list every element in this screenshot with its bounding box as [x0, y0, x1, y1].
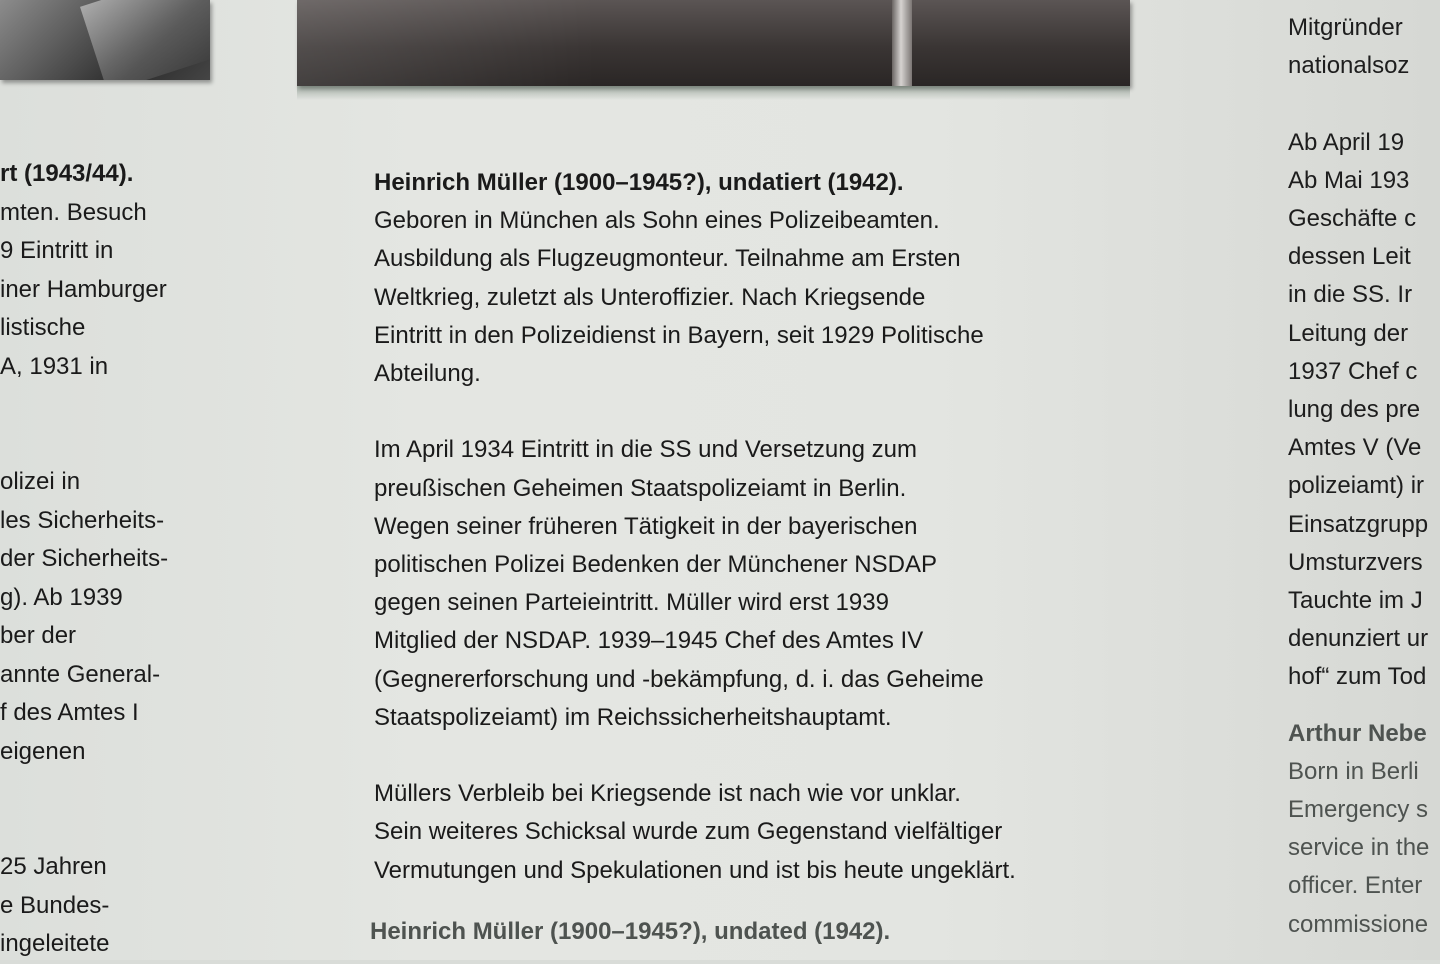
right-line: Leitung der [1288, 319, 1409, 347]
left-line: ber der [0, 622, 77, 649]
left-line: eigenen [0, 737, 86, 765]
left-line: rt (1943/44). [0, 160, 134, 187]
right-line: polizeiamt) ir [1288, 472, 1425, 500]
right-line: Tauchte im J [1288, 587, 1423, 615]
left-line: mten. Besuch [0, 198, 147, 226]
right-line: Ab April 19 [1288, 128, 1405, 156]
left-line: f des Amtes I [0, 699, 139, 726]
paragraph-line: Eintritt in den Polizeidienst in Bayern, seit 1929 Politische [374, 321, 984, 349]
right-line-english: officer. Enter [1288, 872, 1423, 900]
paragraph-birth-career [374, 202, 1016, 393]
left-line: iner Hamburger [0, 275, 167, 303]
left-line: ingeleitete [0, 930, 110, 957]
paragraph-line: Staatspolizeiamt) im Reichssicherheitshauptamt. [374, 703, 892, 731]
right-line: Mitgründer [1288, 14, 1403, 41]
right-line: Umsturzvers [1288, 548, 1423, 576]
right-title-english: Arthur Nebe [1288, 719, 1427, 747]
paragraph-line: Im April 1934 Eintritt in die SS und Versetzung zum [374, 436, 917, 464]
paragraph-fate [374, 775, 1016, 890]
left-line: A, 1931 in [0, 352, 109, 380]
left-line: 9 Eintritt in [0, 237, 114, 264]
photo-left [0, 0, 210, 80]
right-line-english: commissione [1288, 910, 1429, 938]
left-line: e Bundes- [0, 891, 110, 919]
left-line: der Sicherheits- [0, 545, 169, 572]
right-line: hof“ zum Tod [1288, 663, 1427, 691]
right-line-english: service in the [1288, 834, 1430, 862]
left-line [0, 810, 168, 849]
right-line: 1937 Chef c [1288, 357, 1418, 385]
right-line: Geschäfte c [1288, 205, 1417, 233]
paragraph-line: Abteilung. [374, 360, 481, 388]
right-line-english: Emergency s [1288, 796, 1429, 824]
paragraph-line: Vermutungen und Spekulationen und ist bis heute ungeklärt. [374, 856, 1016, 884]
photo-shade [297, 0, 597, 86]
paragraph-line: Wegen seiner früheren Tätigkeit in der bayerischen [374, 512, 918, 540]
paragraph-line: Mitglied der NSDAP. 1939–1945 Chef des Amtes IV [374, 627, 924, 655]
paragraph-line: Müllers Verbleib bei Kriegsende ist nach wie vor unklar. [374, 780, 961, 808]
left-line: 25 Jahren [0, 853, 107, 880]
left-line: listische [0, 314, 86, 341]
main-column-text [374, 164, 1016, 890]
right-column-text [1288, 9, 1429, 944]
paragraph-spacer [1288, 697, 1429, 715]
paragraph-line: Sein weiteres Schicksal wurde zum Gegenstand vielfältiger [374, 818, 1003, 846]
paragraph-line: Geboren in München als Sohn eines Polizeibeamten. [374, 207, 940, 235]
right-line: nationalsoz [1288, 52, 1410, 80]
photo-heinrich-mueller [297, 0, 1130, 86]
left-line: olizei in [0, 468, 81, 495]
paragraph-line: Weltkrieg, zuletzt als Unteroffizier. Nach Kriegsende [374, 283, 926, 311]
photo-tie-highlight [892, 0, 912, 86]
left-line [0, 771, 168, 810]
biography-title: Heinrich Müller (1900–1945?), undatiert (1942). [374, 169, 904, 196]
paragraph-line: Ausbildung als Flugzeugmonteur. Teilnahme am Ersten [374, 245, 961, 273]
photo-shadow [297, 86, 1130, 100]
right-line: in die SS. Ir [1288, 281, 1413, 309]
left-line [0, 386, 168, 425]
paragraph-spacer [1288, 85, 1429, 123]
left-line: g). Ab 1939 [0, 583, 123, 611]
right-line: dessen Leit [1288, 243, 1411, 271]
paragraph-line: (Gegnererforschung und -bekämpfung, d. i. das Geheime [374, 665, 984, 693]
paragraph-line: gegen seinen Parteieintritt. Müller wird erst 1939 [374, 589, 889, 617]
left-column-text [0, 155, 168, 964]
paragraph-spacer [374, 393, 1016, 431]
right-line: Einsatzgrupp [1288, 510, 1429, 538]
right-line-english: Born in Berli [1288, 757, 1419, 785]
paragraph-line: politischen Polizei Bedenken der Münchener NSDAP [374, 551, 937, 579]
paragraph-line: preußischen Geheimen Staatspolizeiamt in Berlin. [374, 474, 907, 502]
right-line: lung des pre [1288, 396, 1421, 424]
right-line: Ab Mai 193 [1288, 166, 1410, 194]
left-line: annte General- [0, 660, 161, 688]
left-line: les Sicherheits- [0, 506, 165, 534]
caption-english: Heinrich Müller (1900–1945?), undated (1942). [370, 918, 891, 945]
right-line: Amtes V (Ve [1288, 434, 1422, 462]
paragraph-spacer [374, 737, 1016, 775]
left-line [0, 425, 168, 464]
right-line: denunziert ur [1288, 625, 1429, 653]
paragraph-ss-gestapo [374, 431, 1016, 737]
